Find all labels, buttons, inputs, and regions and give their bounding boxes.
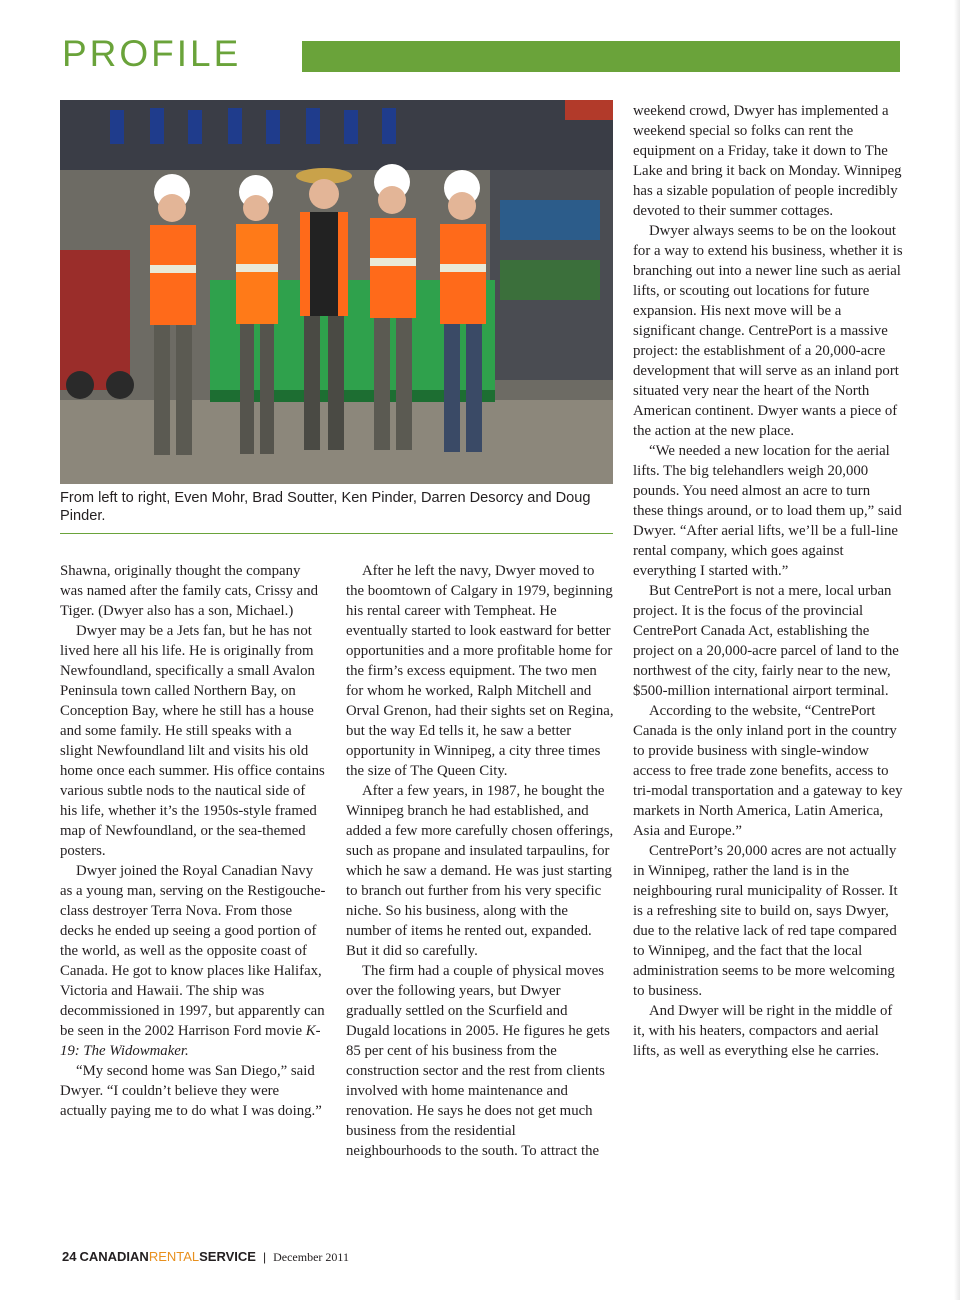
footer-separator: | bbox=[262, 1250, 267, 1264]
article-paragraph: “My second home was San Diego,” said Dwyer. “I couldn’t believe they were actually paying me to do what I was doing.” bbox=[60, 1063, 322, 1119]
article-paragraph: weekend crowd, Dwyer has implemented a weekend special so folks can rent the equipment on a Friday, take it down to The Lake and bring it back on Monday. Winnipeg has a sizable population of people incredibly devoted to their summer cottages. bbox=[633, 103, 902, 219]
article-paragraph: The firm had a couple of physical moves over the following years, but Dwyer gradually settled on the Scurfield and Dugald locations in 2005. He figures he gets 85 per cent of his business from the construction sector and the rest from clients involved with home maintenance and renovation. He says he does not get much business from the residential neighbourhoods to the south. To attract the bbox=[346, 963, 610, 1159]
magazine-name-part3: SERVICE bbox=[199, 1249, 256, 1264]
article-paragraph: CentrePort’s 20,000 acres are not actually in Winnipeg, rather the land is in the neighbouring rural municipality of Rosser. It is a refreshing site to build on, says Dwyer, due to the relative lack of red tape compared to Winnipeg, and the fact that the local administration seems to be more welcoming to business. bbox=[633, 843, 898, 999]
page-edge bbox=[954, 0, 960, 1300]
article-text: Dwyer joined the Royal Canadian Navy as a young man, serving on the Restigouche-class destroyer Terra Nova. From those decks he ended up seeing a good portion of the world, as well as the opposite coast of Canada. He got to know places like Halifax, Victoria and Hawaii. The ship was decommissioned in 1997, but apparently can be seen in the 2002 Harrison Ford movie bbox=[60, 863, 326, 1039]
magazine-name bbox=[79, 1249, 256, 1264]
article-paragraph: And Dwyer will be right in the middle of it, with his heaters, compactors and aerial lifts, as well as everything else he carries. bbox=[633, 1003, 893, 1059]
article-paragraph: Shawna, originally thought the company was named after the family cats, Crissy and Tiger. (Dwyer also has a son, Michael.) bbox=[60, 563, 319, 619]
article-paragraph: After he left the navy, Dwyer moved to the boomtown of Calgary in 1979, beginning his rental career with Tempheat. He eventually started to look eastward for better opportunities and a more profitable home for the firm’s excess equipment. The two men for whom he worked, Ralph Mitchell and Orval Grenon, had their sights set on Regina, but the way Ed tells it, he saw a better opportunity in Winnipeg, a city three times the size of The Queen City. bbox=[346, 563, 614, 779]
article-column-2 bbox=[346, 561, 614, 1161]
article-paragraph: According to the website, “CentrePort Canada is the only inland port in the country to provide business with single-window access to free trade zone benefits, access to tri-modal transportation and a gateway to key markets in North America, Latin America, Asia and Europe.” bbox=[633, 703, 903, 839]
article-paragraph: After a few years, in 1987, he bought the Winnipeg branch he had established, and added a few more carefully chosen offerings, such as propane and insulated tarpaulins, for which he saw a demand. He was just starting to branch out further from his very specific niche. So his business, along with the number of items he rented out, expanded. But it did so carefully. bbox=[346, 783, 614, 959]
article-paragraph: Dwyer always seems to be on the lookout for a way to extend his business, whether it is branching out into a newer line such as aerial lifts, or scouting out locations for future expansion. His next move will be a significant change. CentrePort is a massive project: the establishment of a 20,000-acre development that will serve as an inland port situated very near the heart of the North American continent. Dwyer wants a piece of the action at the new place. bbox=[633, 223, 903, 439]
caption-divider bbox=[60, 533, 613, 534]
magazine-name-part1: CANADIAN bbox=[79, 1249, 149, 1264]
article-paragraph bbox=[60, 861, 326, 1061]
article-paragraph: Dwyer may be a Jets fan, but he has not lived here all his life. He is originally from Newfoundland, specifically a small Avalon Peninsula town called Northern Bay, on Conception Bay, where he still has a house and some family. He still speaks with a slight Newfoundland lilt and visits his old home once each summer. His office contains various subtle nods to the nautical side of his life, whether it’s the 1950s-style framed map of Newfoundland, or the sea-themed posters. bbox=[60, 623, 325, 859]
group-photo bbox=[60, 100, 613, 484]
article-paragraph: “We needed a new location for the aerial lifts. The big telehandlers weigh 20,000 pounds. You need almost an acre to turn these things around, or to load them up,” said Dwyer. “After aerial lifts, we’ll be a full-line rental company, which goes against everything I started with.” bbox=[633, 443, 902, 579]
article-column-3 bbox=[633, 101, 903, 1061]
magazine-name-part2: RENTAL bbox=[148, 1249, 200, 1264]
page-footer bbox=[62, 1248, 349, 1266]
movie-title: K-19: The Widowmaker. bbox=[60, 1023, 321, 1059]
page-number: 24 bbox=[62, 1249, 77, 1264]
article-paragraph: But CentrePort is not a mere, local urban project. It is the focus of the provincial CentrePort Canada Act, establishing the project on a 20,000-acre parcel of land to the northwest of the city, fairly near to the new, $500-million international airport terminal. bbox=[633, 583, 899, 699]
section-title: PROFILE bbox=[62, 33, 242, 74]
section-title-bar bbox=[302, 41, 900, 72]
article-column-1 bbox=[60, 561, 326, 1121]
issue-date: December 2011 bbox=[273, 1250, 349, 1264]
photo-caption: From left to right, Even Mohr, Brad Soutter, Ken Pinder, Darren Desorcy and Doug Pinder. bbox=[60, 490, 591, 524]
article-photo bbox=[60, 100, 613, 484]
